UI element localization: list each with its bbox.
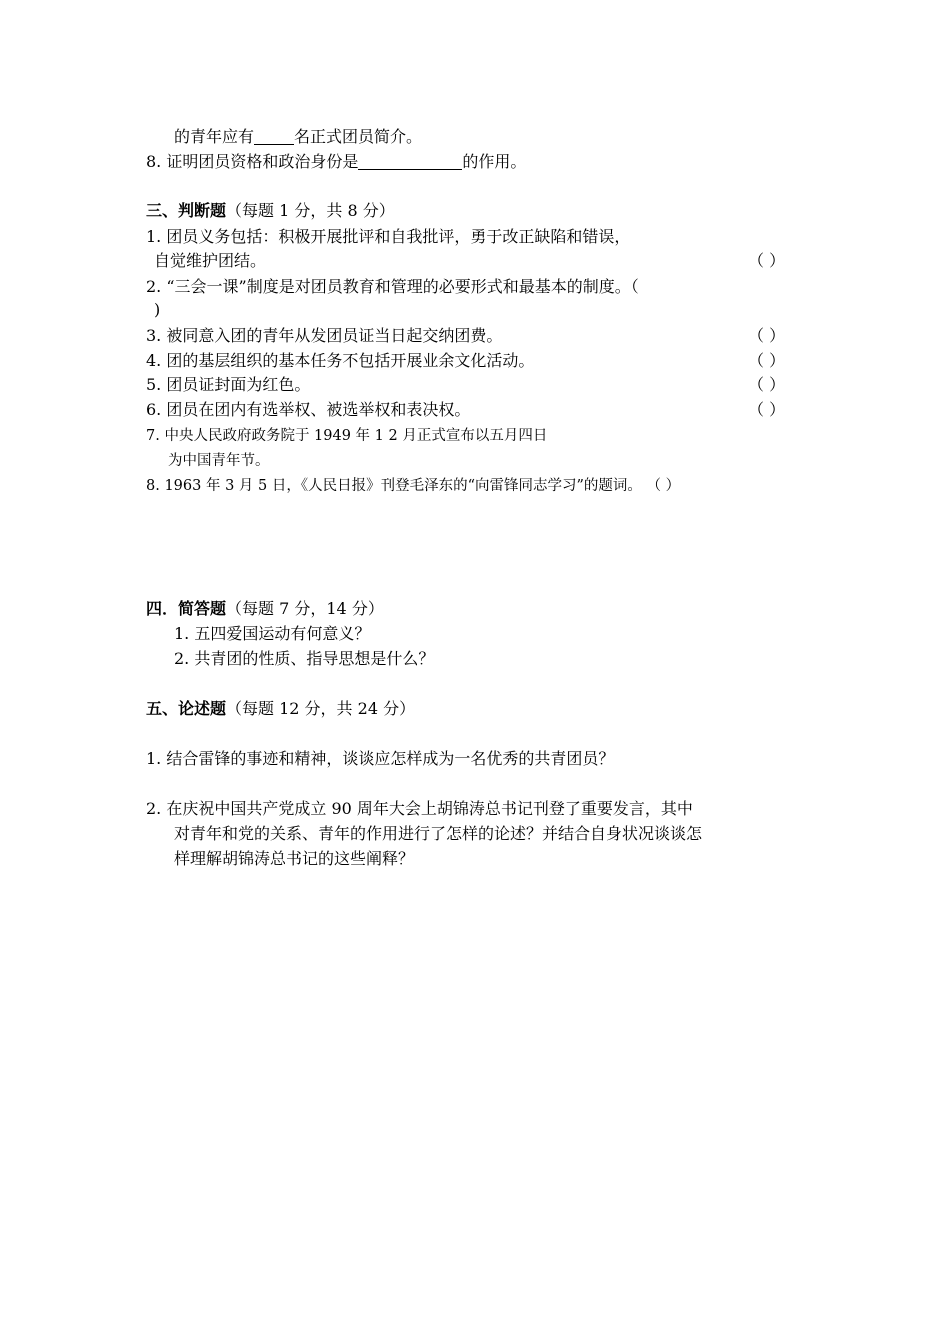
tf-item-2-line2: ) (154, 300, 161, 319)
essay-item-2-line3: 样理解胡锦涛总书记的这些阐释？ (174, 849, 415, 868)
tf-item-6: 6. 团员在团内有选举权、被选举权和表决权。 (146, 400, 471, 419)
answer-parentheses: （ ） (748, 375, 786, 394)
answer-parentheses: （ ） (748, 351, 786, 370)
section-title: 三、判断题 (146, 201, 227, 220)
short-answer-item-1: 1. 五四爱国运动有何意义？ (174, 624, 371, 643)
essay-item-2: 2. 在庆祝中国共产党成立 90 周年大会上胡锦涛总书记刊登了重要发言，其中 (146, 799, 693, 818)
section-heading-true-false (146, 201, 395, 221)
section-heading-short-answer (146, 599, 384, 619)
fill-item-7-continuation (174, 127, 422, 147)
section-title: 四．简答题 (146, 599, 227, 618)
tf-item-7-line2: 为中国青年节。 (168, 453, 270, 469)
tf-item-8: 8. 1963 年 3 月 5 日，《人民日报》刊登毛泽东的“向雷锋同志学习”的题词。 （ ） (146, 478, 681, 494)
tf-item-5: 5. 团员证封面为红色。 (146, 375, 311, 394)
section-score: （每题 12 分，共 24 分） (226, 699, 416, 718)
essay-item-2-line2: 对青年和党的关系、青年的作用进行了怎样的论述？并结合自身状况谈谈怎 (174, 824, 703, 843)
tf-item-1: 1. 团员义务包括：积极开展批评和自我批评，勇于改正缺陷和错误， (146, 227, 631, 246)
text-segment: 8. 证明团员资格和政治身份是 (146, 152, 359, 171)
answer-blank (254, 128, 294, 145)
fill-item-8 (146, 152, 526, 172)
text-segment: 名正式团员简介。 (294, 127, 423, 146)
tf-item-3: 3. 被同意入团的青年从发团员证当日起交纳团费。 (146, 326, 503, 345)
tf-item-2: 2. “三会一课”制度是对团员教育和管理的必要形式和最基本的制度。（ (146, 277, 639, 296)
answer-blank (358, 153, 462, 170)
answer-parentheses: （ ） (748, 400, 786, 419)
tf-item-7: 7. 中央人民政府政务院于 1949 年 1 2 月正式宣布以五月四日 (146, 428, 548, 444)
text-segment: 的青年应有 (174, 127, 255, 146)
essay-item-1: 1. 结合雷锋的事迹和精神，谈谈应怎样成为一名优秀的共青团员？ (146, 749, 615, 768)
section-title: 五、论述题 (146, 699, 227, 718)
answer-parentheses: （ ） (748, 251, 786, 270)
tf-item-1-line2: 自觉维护团结。 (154, 251, 267, 270)
section-score: （每题 1 分，共 8 分） (226, 201, 395, 220)
section-score: （每题 7 分，14 分） (226, 599, 384, 618)
text-segment: 的作用。 (462, 152, 527, 171)
short-answer-item-2: 2. 共青团的性质、指导思想是什么？ (174, 649, 435, 668)
answer-parentheses: （ ） (748, 326, 786, 345)
tf-item-4: 4. 团的基层组织的基本任务不包括开展业余文化活动。 (146, 351, 535, 370)
section-heading-essay (146, 699, 415, 719)
